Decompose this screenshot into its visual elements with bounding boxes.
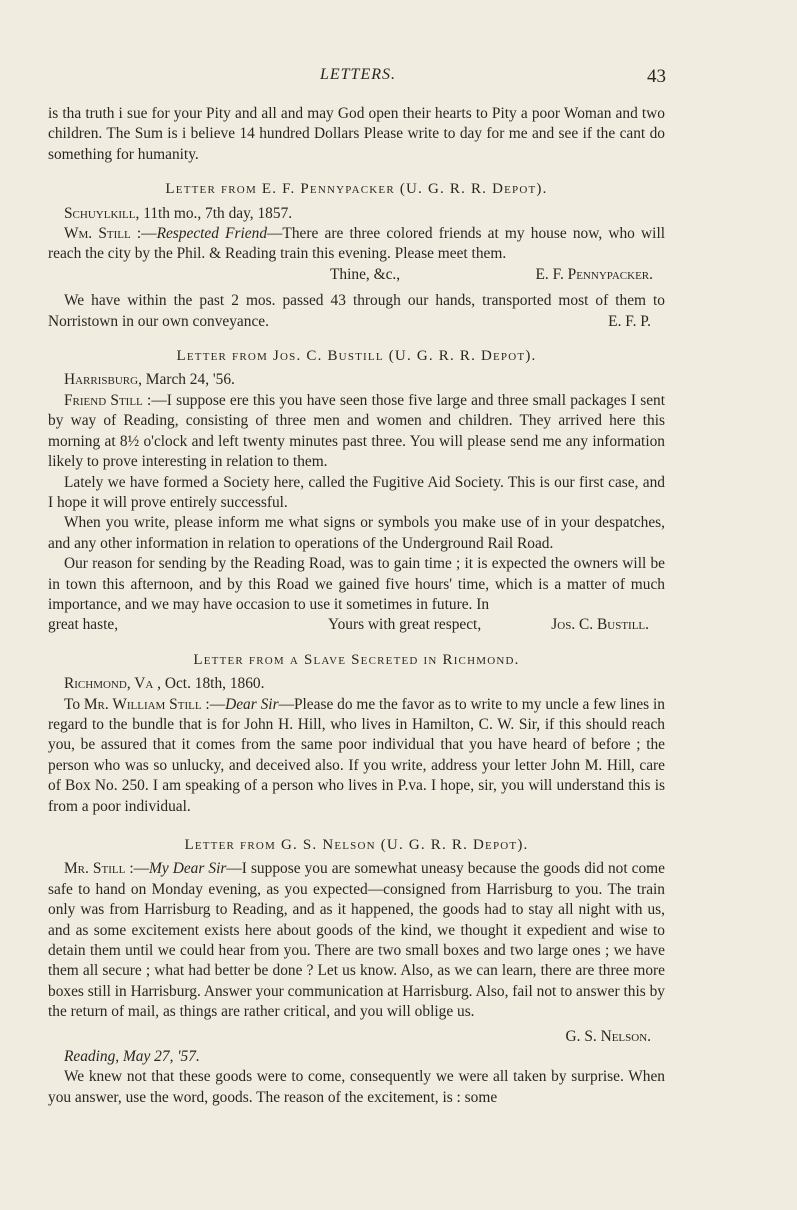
salutation-name: Friend Still [64,391,143,409]
salutation-name: Mr. Still [64,860,126,878]
salutation-separator: :— [130,225,157,243]
letter-paragraph: Our reason for sending by the Reading Road, was to gain time ; it is expected the owners will be in town this afternoon, and by this Road we gained five hours' time, which is a matter of much importance, and we may have occasion to use it sometimes in future. In [48,555,665,613]
signature-row-pennypacker [48,265,665,285]
dateline-pennypacker [48,204,665,224]
dateline-richmond [48,674,665,694]
salutation-name: Mr. William Still [83,695,202,713]
signature: E. F. Pennypacker. [535,265,653,283]
page-body [48,104,665,1108]
closing: Thine, &c., [330,265,401,283]
signature: Jos. C. Bustill. [551,616,649,634]
closing-phrase: great haste, [48,616,119,634]
signature-nelson: G. S. Nelson. [565,1027,651,1045]
letter-text: —I suppose you are somewhat uneasy because the goods did not come safe to hand on Monday evening, as you expected—consigned from Harrisburg to you. The train only was from Harrisburg to Reading, and as it happened, the goods had to stay all night with us, and as some excitement exists here about goods of the kind, we thought it expedient and wise to detain them until we could hear from you. There are two small boxes and two large ones ; we have them all secure ; what had better be done ? Let us know. Also, as we can learn, there are three more boxes still in Harrisburg. Answer your communication at Harrisburg. Also, fail not to answer this by the return of mail, as things are rather critical, and you will oblige us. [48,860,665,1021]
page-header [48,66,668,92]
letter-paragraph [48,391,665,473]
opening-paragraph: is tha truth i sue for your Pity and all and may God open their hearts to Pity a poor Woman and two children. The Sum is i believe 14 hundred Dollars Please write to day for me and see if the cant do something for humanity. [48,105,665,163]
dateline-place: Harrisburg, [64,371,142,389]
postscript-pennypacker [48,291,665,332]
letter-heading-pennypacker: Letter from E. F. Pennypacker (U. G. R. R. Depot). [165,181,548,198]
dateline-bustill [48,370,665,390]
letter-heading-bustill: Letter from Jos. C. Bustill (U. G. R. R. Depot). [176,348,537,365]
closing-paragraph: We knew not that these goods were to come, consequently we were all taken by surprise. When you answer, use the word, goods. The reason of the excitement, is : some [48,1068,665,1106]
dateline-place: Schuylkill, [64,204,140,222]
dateline-place: Richmond, Va , [64,675,161,693]
signature-row-bustill [48,615,665,635]
letter-heading-richmond: Letter from a Slave Secreted in Richmond. [193,651,520,668]
dateline-date: 11th mo., 7th day, 1857. [143,204,293,222]
postscript-initials: E. F. P. [608,312,651,330]
letter-paragraph: When you write, please inform me what signs or symbols you make use of in your despatches, and any other information in relation to operations of the Underground Rail Road. [48,514,665,552]
page-number: 43 [647,66,666,87]
salutation-name: Wm. Still [64,225,131,243]
letter-text: —Please do me the favor as to write to my uncle a few lines in regard to the bundle that is for John H. Hill, who lives in Hamilton, C. W. Sir, if this should reach you, be assured that it comes from the same poor individual that you have heard of before ; the person who was so unlucky, and deceived also. If you write, address your letter John M. Hill, care of Box No. 250. I am speaking of a person who lives in P.va. I hope, sir, you will understand this is from a poor individual. [48,695,665,815]
salutation: Dear Sir [225,695,279,713]
salutation: Respected Friend [156,225,268,243]
salutation-prefix: To [64,695,84,713]
letter-body-pennypacker [48,224,665,265]
salutation-separator: :— [125,860,150,878]
place-date-nelson: Reading, May 27, '57. [64,1048,200,1066]
letter-heading-nelson: Letter from G. S. Nelson (U. G. R. R. Depot). [184,836,529,853]
dateline-date: Oct. 18th, 1860. [164,675,265,693]
letter-text: :—I suppose ere this you have seen those five large and three small packages I sent by way of Reading, consisting of three men and women and children. They arrived here this morning at 8½ o'clock and left twenty minutes past three. You will please send me any information likely to prove interesting in relation to them. [48,391,665,471]
letter-body-nelson [48,859,665,1022]
running-head: LETTERS. [319,66,396,83]
letter-paragraph: Lately we have formed a Society here, called the Fugitive Aid Society. This is our first case, and I hope it will prove entirely successful. [48,473,665,511]
salutation: My Dear Sir [149,860,227,878]
closing: Yours with great respect, [328,616,482,634]
dateline-date: March 24, '56. [145,371,235,389]
salutation-separator: :— [201,695,226,713]
letter-text: —There are three colored friends at my house now, who will reach the city by the Phil. & Reading train this evening. Please meet them. [48,225,666,263]
postscript-text: We have within the past 2 mos. passed 43 through our hands, transported most of them to Norristown in our own conveyance. [48,292,665,330]
letter-body-richmond [48,695,665,817]
